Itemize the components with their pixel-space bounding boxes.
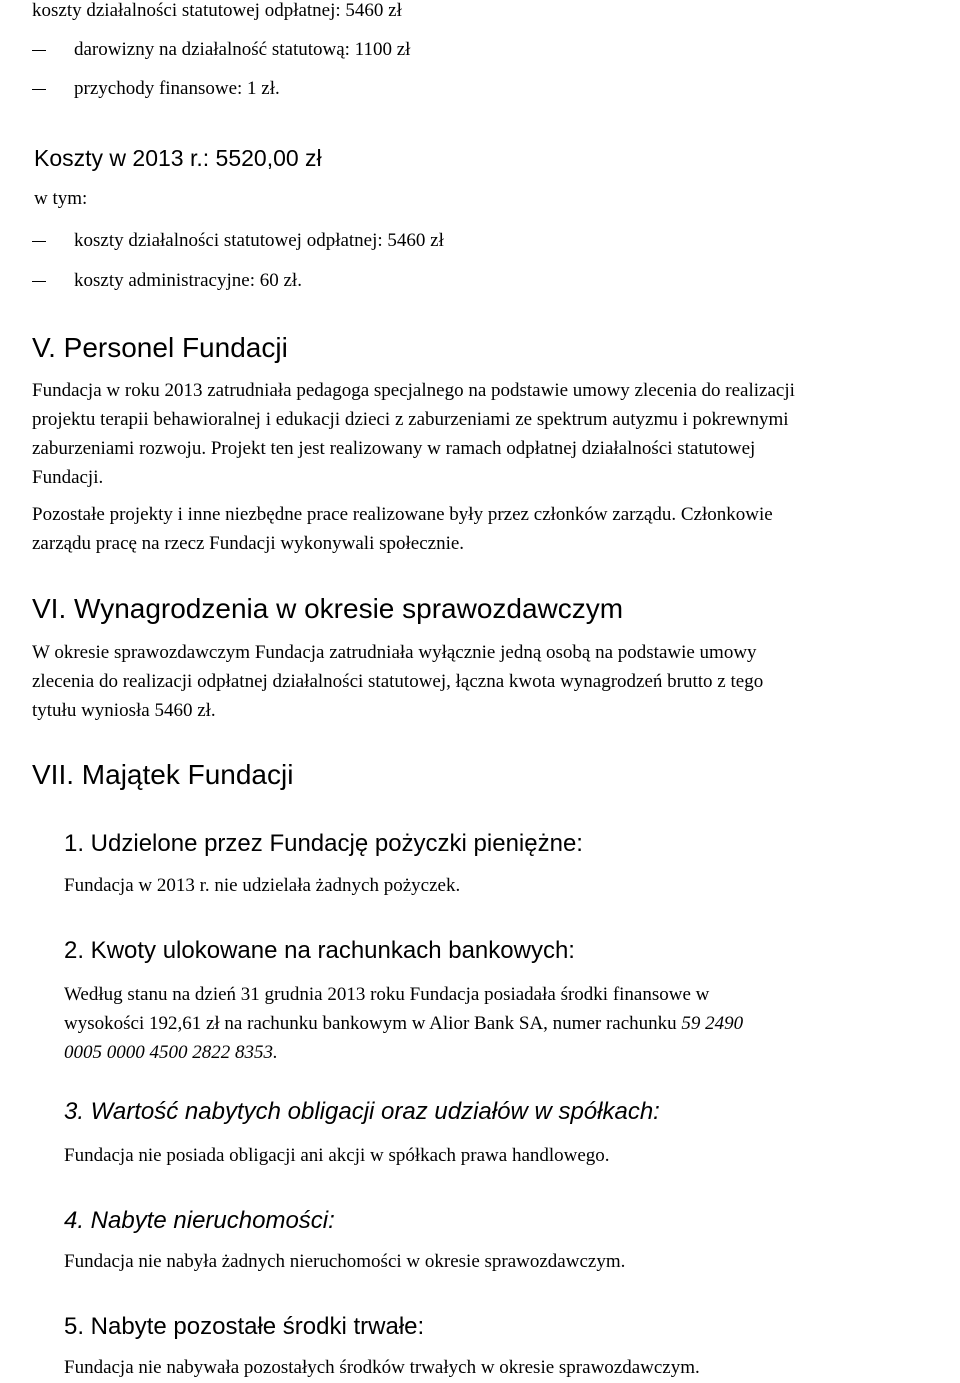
- income-statutory-paid-line: koszty działalności statutowej odpłatnej: 5460 zł: [32, 0, 402, 21]
- text-line: projektu terapii behawioralnej i edukacji dzieci z zaburzeniami ze spektrum autyzmu i pokrewnymi: [32, 409, 789, 430]
- text-line: Fundacji.: [32, 467, 104, 488]
- account-number-part: 59 2490: [681, 1013, 744, 1034]
- text-line: Pozostałe projekty i inne niezbędne prace realizowane były przez członków zarządu. Członkowie: [32, 504, 773, 525]
- list-item-text: przychody finansowe: 1 zł.: [74, 78, 280, 99]
- account-number-part: 0005 0000 4500 2822 8353.: [64, 1042, 278, 1063]
- subsection-heading-obligacje: 3. Wartość nabytych obligacji oraz udziałów w spółkach:: [64, 1098, 660, 1125]
- text-line: Według stanu na dzień 31 grudnia 2013 roku Fundacja posiadała środki finansowe w: [64, 984, 710, 1005]
- list-item: [0, 230, 960, 254]
- subsection-text-rachunki: [64, 980, 743, 1067]
- paragraph-personel-2: [32, 500, 773, 558]
- subsection-heading-rachunki: 2. Kwoty ulokowane na rachunkach bankowych:: [64, 937, 575, 964]
- costs-heading: Koszty w 2013 r.: 5520,00 zł: [34, 145, 322, 171]
- text-line: Fundacja w roku 2013 zatrudniała pedagoga specjalnego na podstawie umowy zlecenia do realizacji: [32, 380, 795, 401]
- subsection-text-obligacje: Fundacja nie posiada obligacji ani akcji w spółkach prawa handlowego.: [64, 1145, 610, 1166]
- subsection-text-srodki-trwale: Fundacja nie nabywała pozostałych środków trwałych w okresie sprawozdawczym.: [64, 1357, 700, 1378]
- list-item-text: koszty działalności statutowej odpłatnej: 5460 zł: [74, 230, 444, 251]
- list-item: [0, 270, 960, 294]
- text-line: zaburzeniami rozwoju. Projekt ten jest realizowany w ramach odpłatnej działalności statutowej: [32, 438, 756, 459]
- list-item: [0, 39, 960, 63]
- dash-bullet-icon: [32, 50, 46, 51]
- subsection-heading-srodki-trwale: 5. Nabyte pozostałe środki trwałe:: [64, 1313, 425, 1340]
- text-line: zlecenia do realizacji odpłatnej działalności statutowej, łączna kwota wynagrodzeń brutto z tego: [32, 671, 764, 692]
- list-item: [0, 78, 960, 102]
- paragraph-wynagrodzenia: [32, 638, 763, 725]
- costs-in-which-label: w tym:: [34, 188, 88, 209]
- text-line: [64, 1009, 743, 1038]
- text-line: zarządu pracę na rzecz Fundacji wykonywali społecznie.: [32, 533, 465, 554]
- list-item-text: darowizny na działalność statutową: 1100 zł: [74, 39, 411, 60]
- dash-bullet-icon: [32, 89, 46, 90]
- text-line: W okresie sprawozdawczym Fundacja zatrudniała wyłącznie jedną osobą na podstawie umowy: [32, 642, 757, 663]
- section-heading-wynagrodzenia: VI. Wynagrodzenia w okresie sprawozdawczym: [32, 593, 624, 624]
- text-span: wysokości 192,61 zł na rachunku bankowym w Alior Bank SA, numer rachunku: [64, 1013, 682, 1034]
- dash-bullet-icon: [32, 281, 46, 282]
- paragraph-personel-1: [32, 376, 795, 492]
- dash-bullet-icon: [32, 241, 46, 242]
- text-line: tytułu wyniosła 5460 zł.: [32, 700, 216, 721]
- section-heading-personel: V. Personel Fundacji: [32, 332, 288, 363]
- subsection-text-pozyczki: Fundacja w 2013 r. nie udzielała żadnych pożyczek.: [64, 875, 461, 896]
- list-item-text: koszty administracyjne: 60 zł.: [74, 270, 302, 291]
- subsection-heading-pozyczki: 1. Udzielone przez Fundację pożyczki pieniężne:: [64, 830, 583, 857]
- subsection-heading-nieruchomosci: 4. Nabyte nieruchomości:: [64, 1207, 335, 1234]
- subsection-text-nieruchomosci: Fundacja nie nabyła żadnych nieruchomości w okresie sprawozdawczym.: [64, 1251, 626, 1272]
- section-heading-majatek: VII. Majątek Fundacji: [32, 759, 294, 790]
